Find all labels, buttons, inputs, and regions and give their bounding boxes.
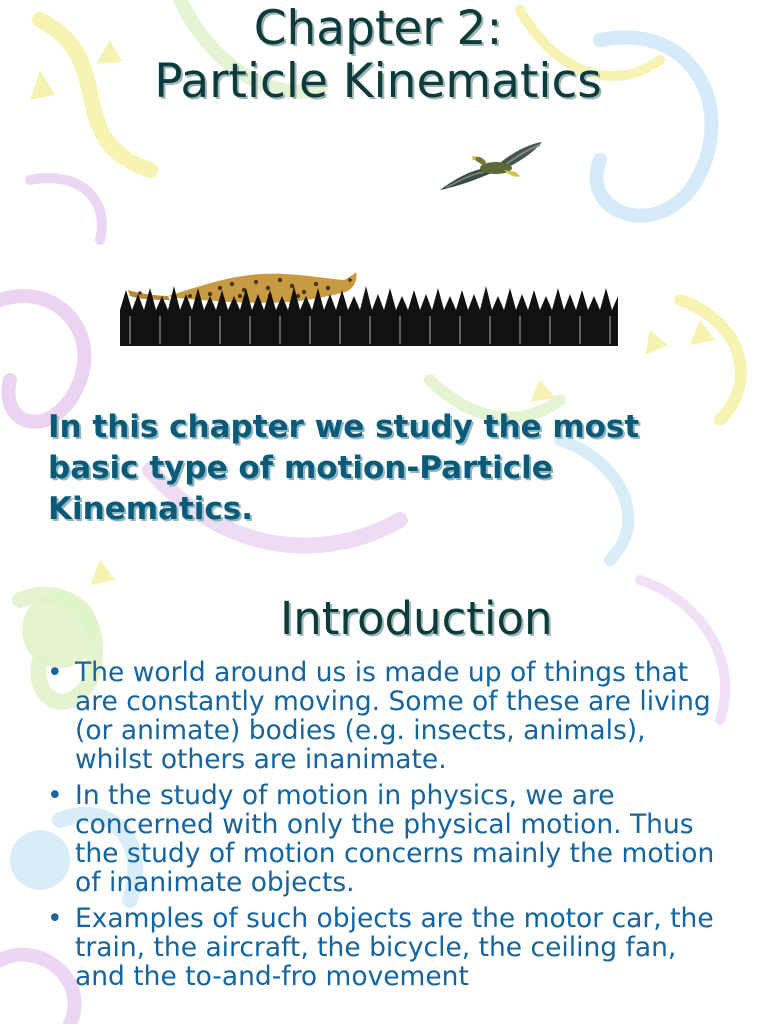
introduction-heading: Introduction <box>280 592 553 645</box>
chapter-title-line-1: Chapter 2: <box>253 1 503 56</box>
chapter-intro-text: In this chapter we study the most basic type of motion-Particle Kinematics. <box>48 409 640 527</box>
bullet-text: The world around us is made up of things that are constantly moving. Some of these are living (or animate) bodies (e.g. insects, animals), whilst others are inanimate. <box>75 657 711 775</box>
chapter-title-line-2: Particle Kinematics <box>154 54 602 109</box>
running-cheetah-icon <box>120 266 618 350</box>
bullet-text: Examples of such objects are the motor car, the train, the aircraft, the bicycle, the ceiling fan, and the to-and-fro movement <box>75 903 714 992</box>
bullet-item <box>44 658 724 774</box>
flying-bird-icon <box>436 138 546 194</box>
bullet-dot-icon: • <box>47 657 63 688</box>
bullet-dot-icon: • <box>47 780 63 811</box>
bullet-text: In the study of motion in physics, we are concerned with only the physical motion. Thus the study of motion concerns mainly the motion of inanimate objects. <box>75 780 715 898</box>
bullet-item <box>44 781 724 897</box>
introduction-bullet-list <box>44 658 724 998</box>
bullet-dot-icon: • <box>47 903 63 934</box>
chapter-title <box>0 2 756 108</box>
bullet-item <box>44 904 724 991</box>
